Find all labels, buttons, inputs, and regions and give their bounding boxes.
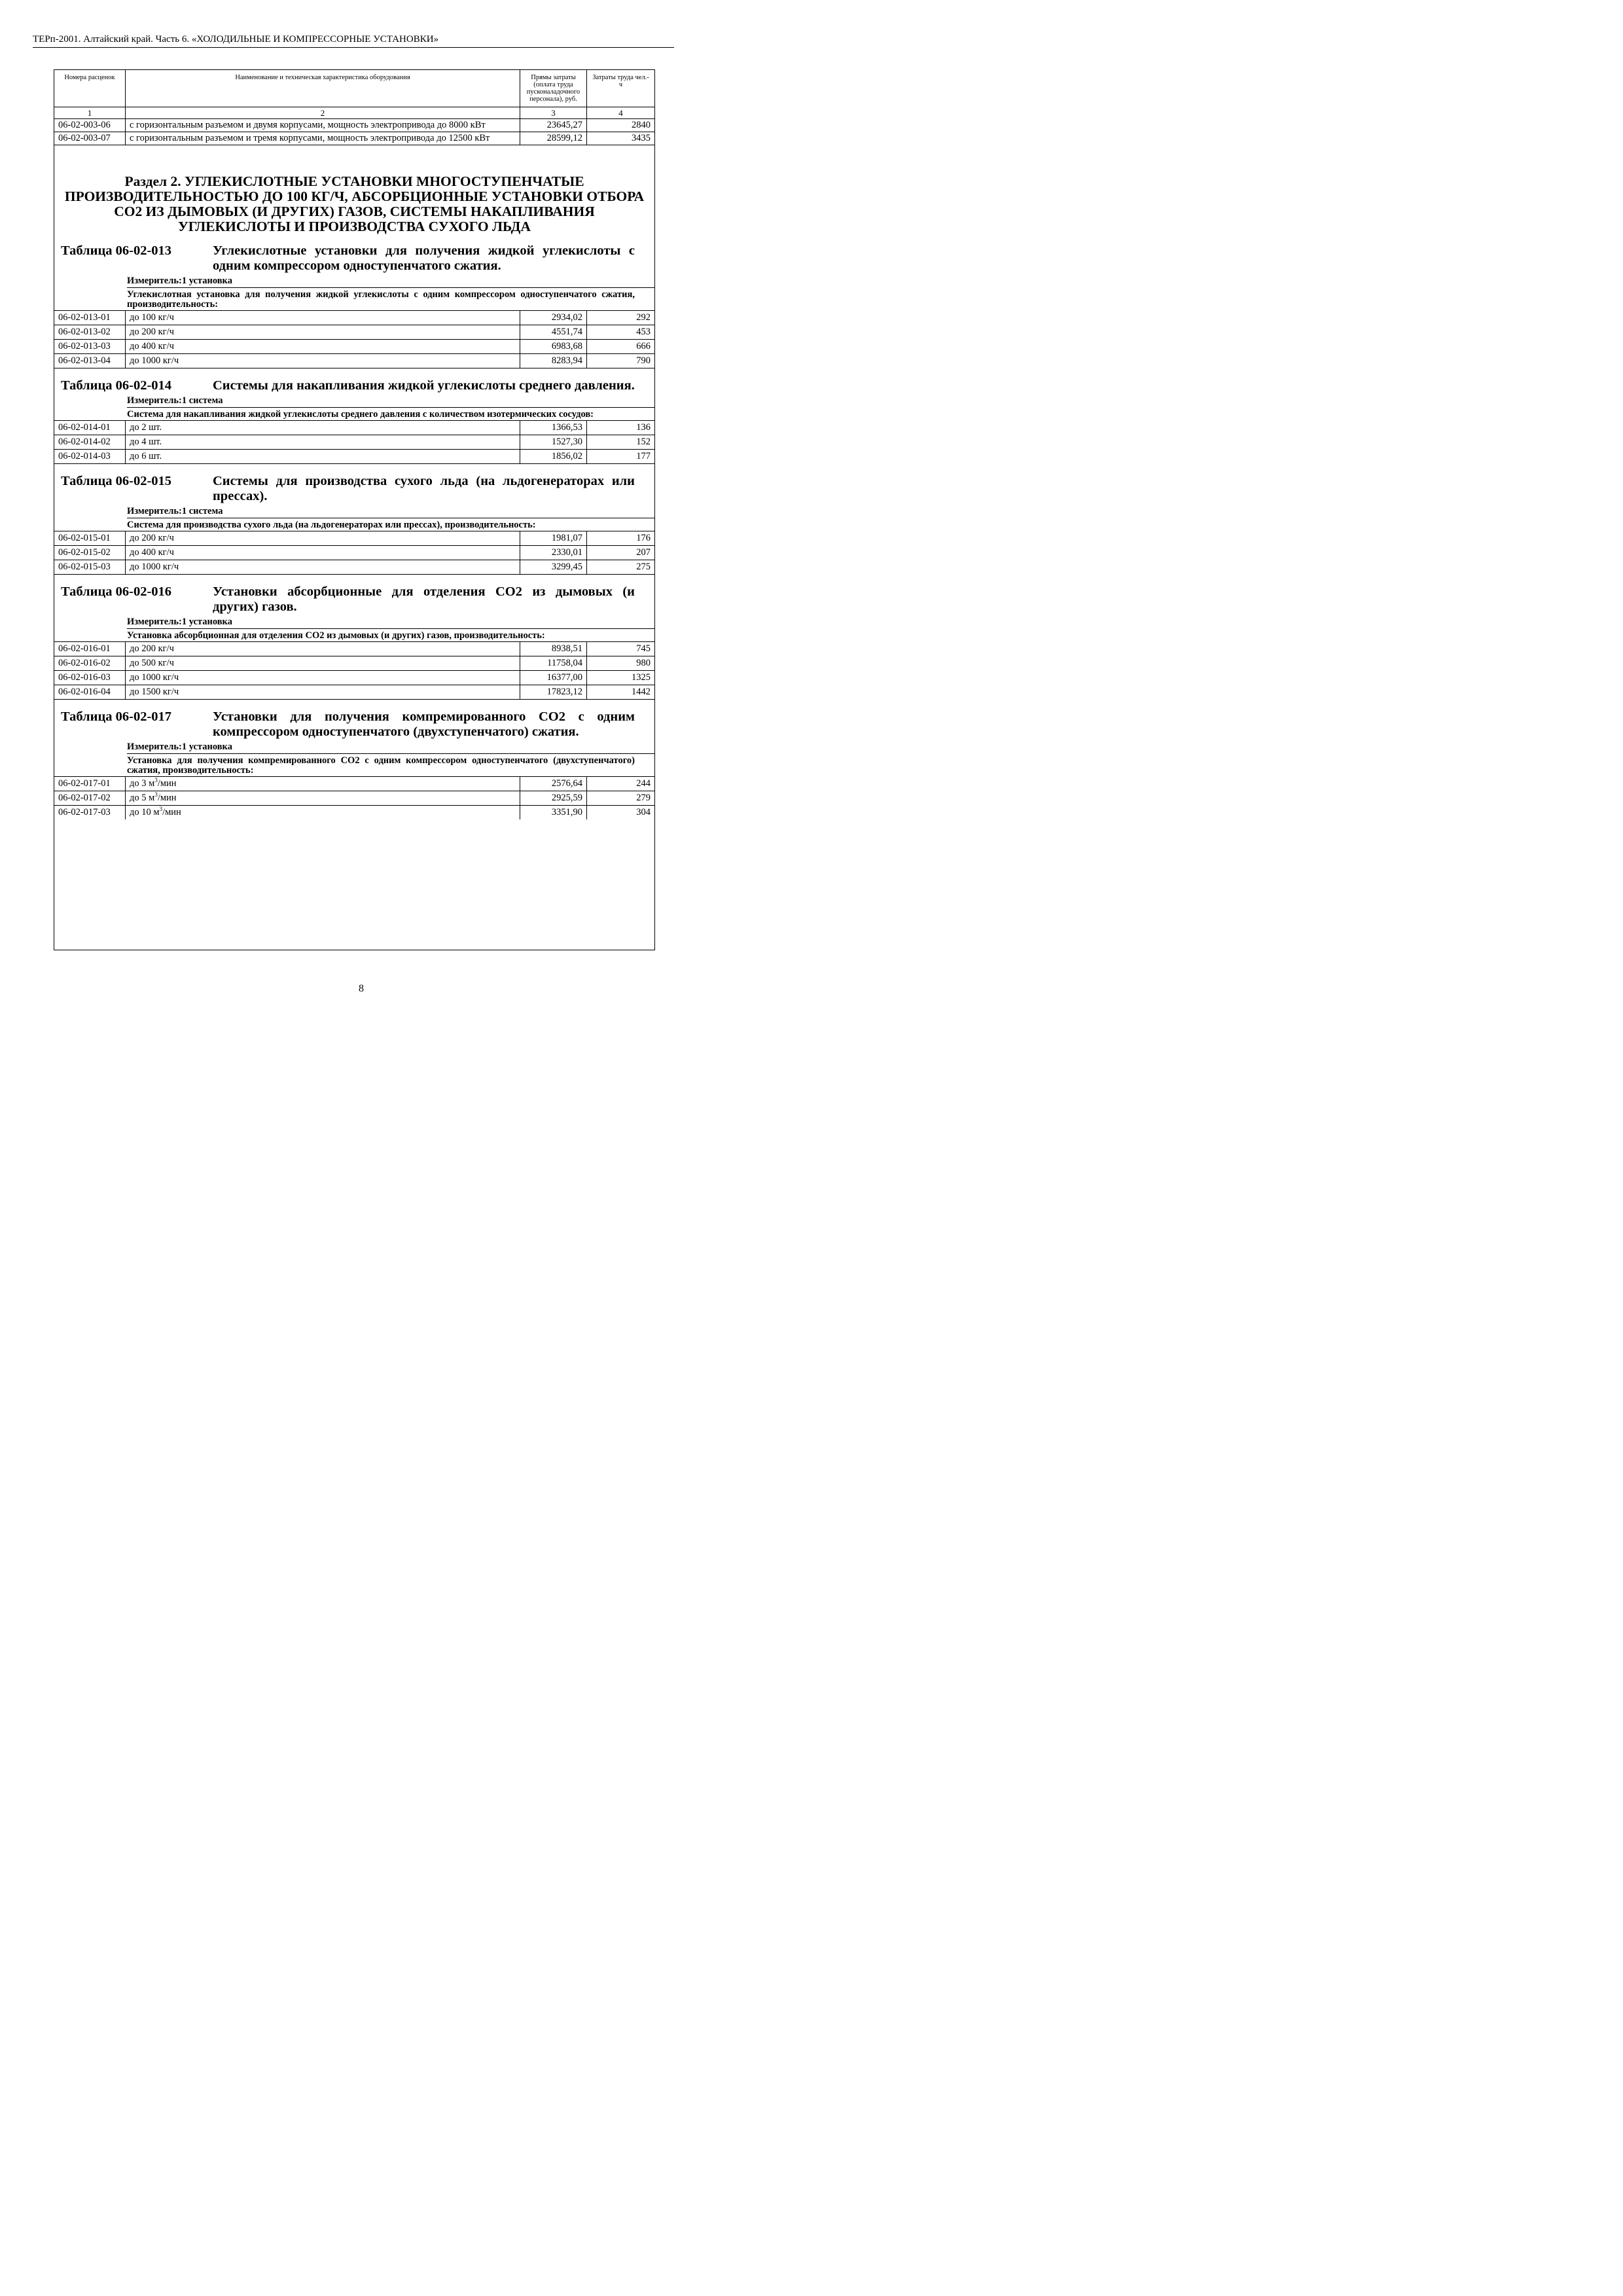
row-code: 06-02-013-02 bbox=[54, 325, 126, 340]
table-title: Углекислотные установки для получения жидкой углекислоты с одним компрессором одноступенчатого сжатия. bbox=[213, 243, 635, 273]
table-row bbox=[54, 132, 654, 145]
row-cost: 2576,64 bbox=[520, 777, 587, 791]
table-description: Установка для получения компремированного СО2 с одним компрессором одноступенчатого (двухступенчатого) сжатия, производительность: bbox=[127, 755, 635, 776]
table-title: Установки абсорбционные для отделения СО2 из дымовых (и других) газов. bbox=[213, 584, 635, 614]
row-cost: 1527,30 bbox=[520, 435, 587, 450]
table-description: Система для накапливания жидкой углекислоты среднего давления с количеством изотермических сосудов: bbox=[127, 409, 594, 420]
unit-exponent: 3 bbox=[154, 777, 158, 784]
table-row bbox=[54, 671, 654, 685]
table-row bbox=[54, 791, 654, 806]
table-measure: Измеритель:1 установка bbox=[127, 740, 654, 754]
row-cost: 23645,27 bbox=[520, 119, 587, 132]
name-suffix: /мин bbox=[157, 778, 177, 789]
table-block-015 bbox=[54, 474, 654, 575]
row-labor: 1442 bbox=[587, 685, 655, 700]
col-header-cost: Прямы затраты (оплата труда пусконаладочного персонала), руб. bbox=[520, 70, 587, 107]
row-cost: 16377,00 bbox=[520, 671, 587, 685]
table-number: Таблица 06-02-015 bbox=[61, 474, 172, 488]
table-row bbox=[54, 354, 654, 368]
table-row bbox=[54, 777, 654, 791]
row-cost: 8283,94 bbox=[520, 354, 587, 368]
table-row bbox=[54, 560, 654, 575]
table-row bbox=[54, 450, 654, 464]
table-row bbox=[54, 806, 654, 820]
row-labor: 136 bbox=[587, 421, 655, 435]
col-number-2: 2 bbox=[126, 107, 520, 119]
row-name: до 200 кг/ч bbox=[126, 325, 520, 340]
unit-exponent: 3 bbox=[154, 791, 158, 798]
row-code: 06-02-015-01 bbox=[54, 531, 126, 546]
table-measure: Измеритель:1 установка bbox=[127, 615, 654, 629]
table-measure: Измеритель:1 система bbox=[127, 393, 654, 408]
row-name bbox=[126, 791, 520, 806]
table-block-014 bbox=[54, 378, 654, 464]
row-labor: 152 bbox=[587, 435, 655, 450]
row-name bbox=[126, 806, 520, 820]
row-name: до 4 шт. bbox=[126, 435, 520, 450]
row-cost: 6983,68 bbox=[520, 340, 587, 354]
table-heading bbox=[54, 709, 654, 740]
row-code: 06-02-013-01 bbox=[54, 311, 126, 325]
row-cost: 11758,04 bbox=[520, 656, 587, 671]
row-name: до 100 кг/ч bbox=[126, 311, 520, 325]
table-description: Система для производства сухого льда (на льдогенераторах или прессах), производительность: bbox=[127, 520, 536, 530]
row-cost: 2925,59 bbox=[520, 791, 587, 806]
row-cost: 3299,45 bbox=[520, 560, 587, 575]
col-number-1: 1 bbox=[54, 107, 126, 119]
table-number: Таблица 06-02-014 bbox=[61, 378, 172, 393]
row-code: 06-02-015-03 bbox=[54, 560, 126, 575]
row-labor: 304 bbox=[636, 807, 651, 817]
page-number: 8 bbox=[359, 983, 364, 994]
table-title: Системы для накапливания жидкой углекислоты среднего давления. bbox=[213, 378, 635, 393]
unit-exponent: 3 bbox=[159, 806, 163, 813]
table-heading bbox=[54, 243, 654, 274]
name-suffix: /мин bbox=[162, 807, 181, 817]
row-labor: 207 bbox=[587, 546, 655, 560]
table-number: Таблица 06-02-016 bbox=[61, 584, 172, 599]
row-code: 06-02-014-02 bbox=[54, 435, 126, 450]
table-row bbox=[54, 642, 654, 656]
name-prefix: до 5 м bbox=[130, 793, 155, 803]
row-code: 06-02-003-07 bbox=[54, 132, 126, 145]
row-labor: 790 bbox=[587, 354, 655, 368]
row-code: 06-02-003-06 bbox=[54, 119, 126, 132]
row-cost: 8938,51 bbox=[520, 642, 587, 656]
row-name: до 6 шт. bbox=[126, 450, 520, 464]
row-cost: 4551,74 bbox=[520, 325, 587, 340]
row-code: 06-02-017-03 bbox=[54, 806, 126, 820]
row-code: 06-02-013-03 bbox=[54, 340, 126, 354]
row-name: с горизонтальным разъемом и тремя корпусами, мощность электропривода до 12500 кВт bbox=[126, 132, 520, 145]
table-number: Таблица 06-02-017 bbox=[61, 709, 172, 724]
column-header-table bbox=[54, 70, 654, 145]
row-labor: 279 bbox=[587, 791, 655, 806]
row-code: 06-02-016-04 bbox=[54, 685, 126, 700]
row-code: 06-02-016-02 bbox=[54, 656, 126, 671]
row-labor: 666 bbox=[587, 340, 655, 354]
table-heading bbox=[54, 378, 654, 393]
name-prefix: до 3 м bbox=[130, 778, 155, 789]
row-name: до 400 кг/ч bbox=[126, 340, 520, 354]
row-labor: 244 bbox=[587, 777, 655, 791]
table-row bbox=[54, 325, 654, 340]
row-name: до 1000 кг/ч bbox=[126, 560, 520, 575]
running-header: ТЕРп-2001. Алтайский край. Часть 6. «ХОЛОДИЛЬНЫЕ И КОМПРЕССОРНЫЕ УСТАНОВКИ» bbox=[33, 34, 674, 48]
row-code: 06-02-017-02 bbox=[54, 791, 126, 806]
row-name: до 500 кг/ч bbox=[126, 656, 520, 671]
name-suffix: /мин bbox=[157, 793, 177, 803]
name-prefix: до 10 м bbox=[130, 807, 160, 817]
col-header-name: Наименование и техническая характеристика оборудования bbox=[126, 70, 520, 107]
row-labor: 176 bbox=[587, 531, 655, 546]
table-title: Системы для производства сухого льда (на льдогенераторах или прессах). bbox=[213, 474, 635, 503]
row-name bbox=[126, 777, 520, 791]
row-cost: 1981,07 bbox=[520, 531, 587, 546]
row-labor: 745 bbox=[587, 642, 655, 656]
row-name: до 200 кг/ч bbox=[126, 642, 520, 656]
row-code: 06-02-017-01 bbox=[54, 777, 126, 791]
row-labor: 292 bbox=[587, 311, 655, 325]
row-name: до 1500 кг/ч bbox=[126, 685, 520, 700]
table-block-016 bbox=[54, 584, 654, 700]
row-code: 06-02-016-03 bbox=[54, 671, 126, 685]
row-cost: 1856,02 bbox=[520, 450, 587, 464]
section-title: Раздел 2. УГЛЕКИСЛОТНЫЕ УСТАНОВКИ МНОГОСТУПЕНЧАТЫЕ ПРОИЗВОДИТЕЛЬНОСТЬЮ ДО 100 КГ/Ч, АБСОРБЦИОННЫЕ УСТАНОВКИ ОТБОРА СО2 ИЗ ДЫМОВЫХ (И ДРУГИХ) ГАЗОВ, СИСТЕМЫ НАКАПЛИВАНИЯ УГЛЕКИСЛОТЫ И ПРОИЗВОДСТВА СУХОГО ЛЬДА bbox=[64, 173, 645, 234]
col-number-4: 4 bbox=[587, 107, 655, 119]
row-labor: 275 bbox=[587, 560, 655, 575]
row-labor: 1325 bbox=[587, 671, 655, 685]
col-header-codes: Номера расценок bbox=[54, 70, 126, 107]
table-heading bbox=[54, 474, 654, 504]
row-code: 06-02-014-01 bbox=[54, 421, 126, 435]
table-row bbox=[54, 119, 654, 132]
table-row bbox=[54, 685, 654, 700]
row-name: до 1000 кг/ч bbox=[126, 354, 520, 368]
table-measure: Измеритель:1 система bbox=[127, 504, 654, 518]
row-labor: 980 bbox=[587, 656, 655, 671]
table-row bbox=[54, 311, 654, 325]
row-name: до 400 кг/ч bbox=[126, 546, 520, 560]
row-cost: 2934,02 bbox=[520, 311, 587, 325]
table-row bbox=[54, 546, 654, 560]
table-number: Таблица 06-02-013 bbox=[61, 243, 172, 258]
row-labor: 453 bbox=[587, 325, 655, 340]
table-row bbox=[54, 656, 654, 671]
row-labor: 3435 bbox=[587, 132, 655, 145]
table-row bbox=[54, 435, 654, 450]
row-cost: 17823,12 bbox=[520, 685, 587, 700]
col-number-3: 3 bbox=[520, 107, 587, 119]
row-labor: 2840 bbox=[587, 119, 655, 132]
row-code: 06-02-014-03 bbox=[54, 450, 126, 464]
row-cost: 2330,01 bbox=[520, 546, 587, 560]
document-frame bbox=[54, 69, 655, 950]
row-name: до 2 шт. bbox=[126, 421, 520, 435]
row-code: 06-02-016-01 bbox=[54, 642, 126, 656]
table-measure: Измеритель:1 установка bbox=[127, 274, 654, 288]
row-cost: 3351,90 bbox=[520, 806, 587, 820]
table-block-017 bbox=[54, 709, 654, 819]
table-row bbox=[54, 531, 654, 546]
table-row bbox=[54, 340, 654, 354]
row-code: 06-02-015-02 bbox=[54, 546, 126, 560]
table-block-013 bbox=[54, 243, 654, 368]
row-cost: 28599,12 bbox=[520, 132, 587, 145]
row-labor: 177 bbox=[587, 450, 655, 464]
table-row bbox=[54, 421, 654, 435]
table-heading bbox=[54, 584, 654, 615]
table-description: Углекислотная установка для получения жидкой углекислоты с одним компрессором одноступенчатого сжатия, производительность: bbox=[127, 289, 635, 310]
row-cost: 1366,53 bbox=[520, 421, 587, 435]
row-name: с горизонтальным разъемом и двумя корпусами, мощность электропривода до 8000 кВт bbox=[126, 119, 520, 132]
row-code: 06-02-013-04 bbox=[54, 354, 126, 368]
row-name: до 1000 кг/ч bbox=[126, 671, 520, 685]
table-title: Установки для получения компремированного СО2 с одним компрессором одноступенчатого (двухступенчатого) сжатия. bbox=[213, 709, 635, 739]
table-description: Установка абсорбционная для отделения СО2 из дымовых (и других) газов, производительность: bbox=[127, 630, 545, 641]
row-name: до 200 кг/ч bbox=[126, 531, 520, 546]
col-header-labor: Затраты труда чел.-ч bbox=[587, 70, 655, 107]
